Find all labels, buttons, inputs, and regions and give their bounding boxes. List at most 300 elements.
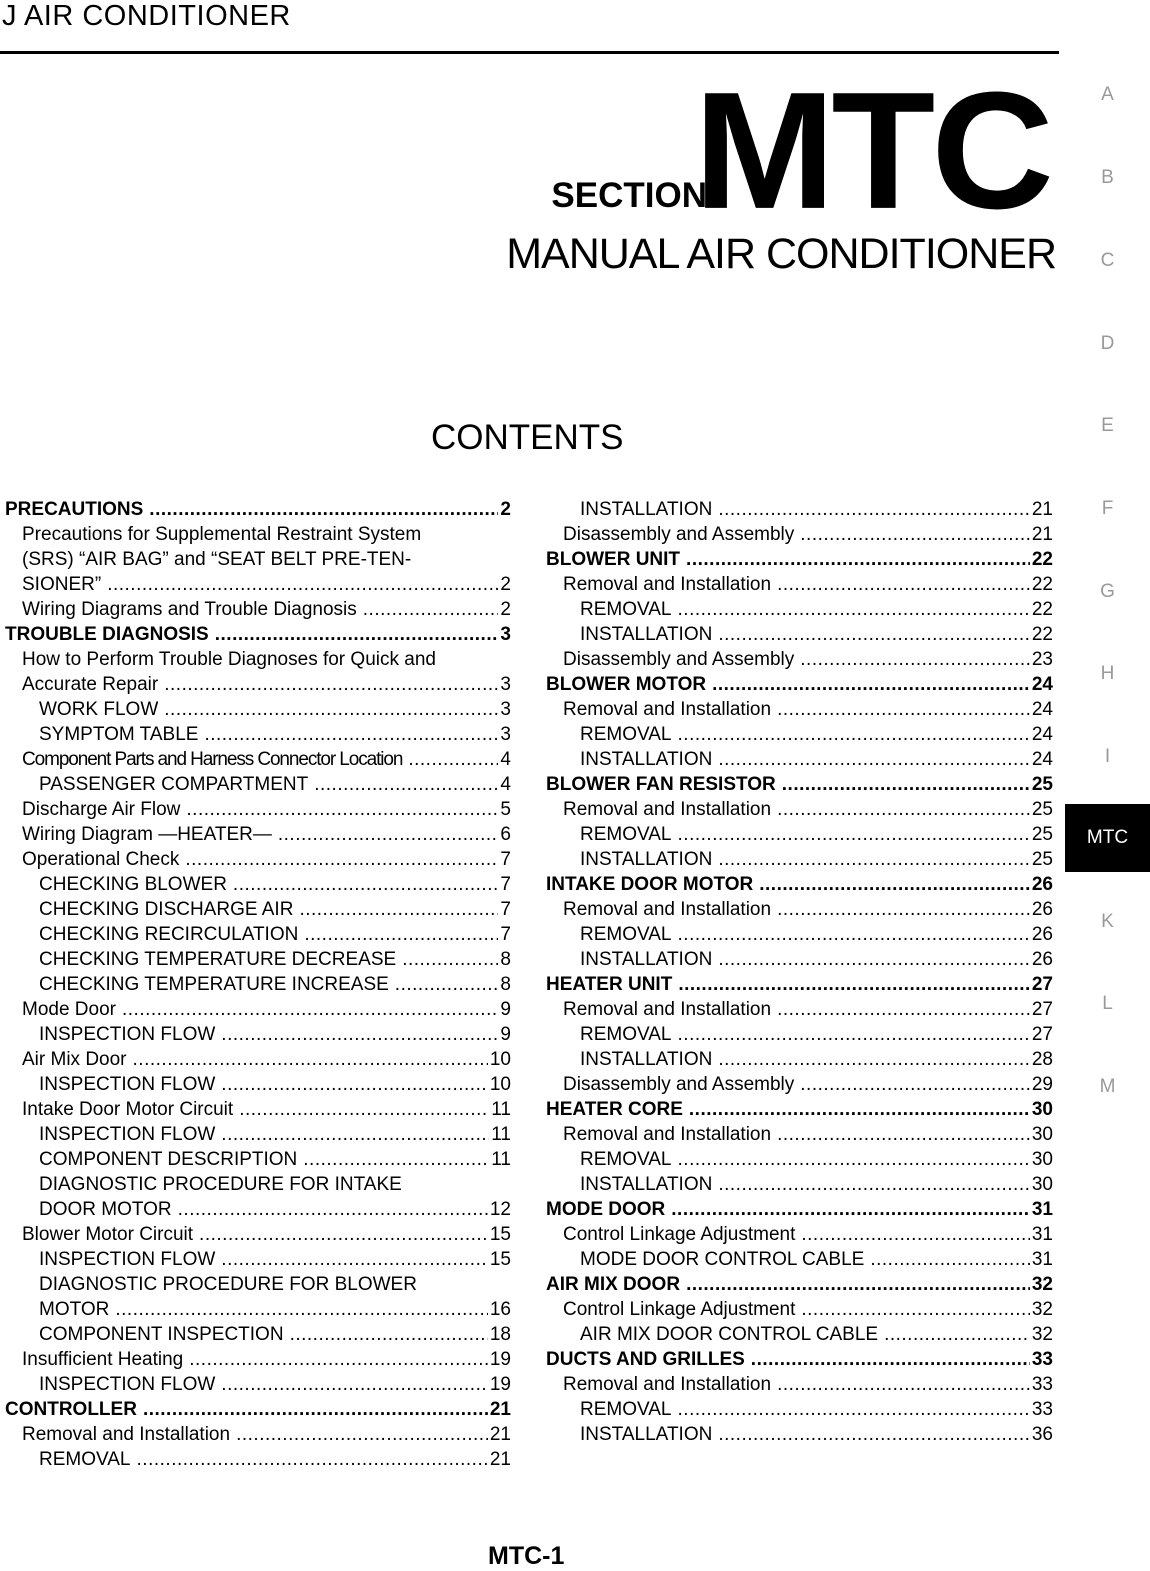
toc-entry[interactable]	[546, 1172, 1053, 1197]
toc-entry-title: CHECKING RECIRCULATION	[39, 924, 299, 945]
toc-leader-dots	[304, 922, 498, 947]
toc-leader-dots	[718, 1047, 1030, 1072]
toc-page-number: 19	[489, 1374, 511, 1395]
toc-leader-dots	[122, 997, 498, 1022]
toc-page-number: 3	[500, 724, 511, 745]
toc-leader-dots	[186, 797, 498, 822]
toc-page-number: 22	[1031, 624, 1053, 645]
toc-entry-title: Disassembly and Assembly	[563, 649, 795, 670]
toc-entry[interactable]	[546, 622, 1053, 647]
toc-page-number: 30	[1031, 1124, 1053, 1145]
toc-leader-dots	[233, 872, 499, 897]
toc-entry[interactable]	[546, 922, 1053, 947]
toc-entry[interactable]	[546, 822, 1053, 847]
section-name: MANUAL AIR CONDITIONER	[506, 230, 1056, 278]
toc-leader-dots	[678, 722, 1030, 747]
toc-entry-title: INSTALLATION	[580, 949, 713, 970]
toc-page-number: 22	[1031, 549, 1053, 570]
toc-entry[interactable]	[5, 1072, 511, 1097]
toc-page-number: 3	[500, 624, 511, 645]
toc-entry[interactable]	[546, 597, 1053, 622]
toc-entry-title: CHECKING DISCHARGE AIR	[39, 899, 294, 920]
toc-leader-dots	[164, 697, 498, 722]
toc-page-number: 18	[489, 1324, 511, 1345]
toc-entry[interactable]	[546, 697, 1053, 722]
toc-entry-title: Operational Check	[22, 849, 180, 870]
toc-entry[interactable]	[5, 722, 511, 747]
toc-page-number: 25	[1031, 774, 1053, 795]
toc-page-number: 10	[489, 1049, 511, 1070]
toc-page-number: 26	[1031, 949, 1053, 970]
toc-leader-dots	[801, 1297, 1029, 1322]
toc-entry-title: Accurate Repair	[22, 674, 159, 695]
toc-page-number: 19	[489, 1349, 511, 1370]
toc-leader-dots	[777, 1372, 1030, 1397]
toc-page-number: 21	[489, 1449, 511, 1470]
toc-entry-title: HEATER UNIT	[546, 974, 673, 995]
toc-entry[interactable]	[546, 772, 1053, 797]
toc-entry[interactable]	[546, 1272, 1053, 1297]
toc-entry-text-line: DIAGNOSTIC PROCEDURE FOR BLOWER	[39, 1274, 417, 1295]
toc-entry[interactable]	[5, 1372, 511, 1397]
toc-entry[interactable]	[546, 947, 1053, 972]
toc-left-column	[5, 497, 511, 1472]
side-tab-a[interactable]: A	[1101, 84, 1114, 105]
toc-entry[interactable]	[5, 897, 511, 922]
toc-entry-title: INSPECTION FLOW	[39, 1124, 216, 1145]
toc-entry-title: Removal and Installation	[563, 799, 772, 820]
toc-leader-dots	[149, 497, 498, 522]
toc-entry-title: Disassembly and Assembly	[563, 1074, 795, 1095]
toc-entry[interactable]	[5, 1222, 511, 1247]
toc-entry-title: CHECKING BLOWER	[39, 874, 227, 895]
toc-entry-title: REMOVAL	[580, 1024, 672, 1045]
toc-entry-text-line: (SRS) “AIR BAG” and “SEAT BELT PRE-TEN-	[22, 549, 412, 570]
toc-leader-dots	[363, 597, 499, 622]
toc-page-number: 30	[1031, 1099, 1053, 1120]
toc-page-number: 36	[1031, 1424, 1053, 1445]
toc-page-number: 31	[1031, 1224, 1053, 1245]
toc-leader-dots	[678, 1147, 1030, 1172]
toc-leader-dots	[718, 747, 1030, 772]
toc-entry[interactable]	[546, 1422, 1053, 1447]
toc-leader-dots	[678, 822, 1030, 847]
toc-leader-dots	[290, 1322, 488, 1347]
toc-entry-title: Component Parts and Harness Connector Location	[22, 749, 403, 770]
toc-entry[interactable]	[5, 822, 511, 847]
toc-entry[interactable]	[546, 1397, 1053, 1422]
toc-page-number: 21	[1031, 499, 1053, 520]
toc-entry-title: Mode Door	[22, 999, 116, 1020]
toc-entry-title: SYMPTOM TABLE	[39, 724, 199, 745]
toc-entry-title: MOTOR	[39, 1299, 110, 1320]
toc-leader-dots	[143, 1397, 488, 1422]
toc-leader-dots	[712, 672, 1030, 697]
toc-leader-dots	[204, 722, 498, 747]
toc-entry-text-line: How to Perform Trouble Diagnoses for Quick and	[22, 649, 436, 670]
toc-page-number: 27	[1031, 974, 1053, 995]
toc-entry[interactable]	[5, 1047, 511, 1072]
toc-leader-dots	[199, 1222, 488, 1247]
toc-entry[interactable]	[546, 1372, 1053, 1397]
toc-page-number: 32	[1031, 1324, 1053, 1345]
toc-page-number: 24	[1031, 699, 1053, 720]
toc-leader-dots	[314, 772, 498, 797]
toc-page-number: 12	[489, 1199, 511, 1220]
toc-page-number: 4	[500, 774, 511, 795]
toc-entry[interactable]	[546, 1147, 1053, 1172]
toc-entry[interactable]	[5, 947, 511, 972]
toc-entry-title: Insufficient Heating	[22, 1349, 184, 1370]
side-tab-l[interactable]: L	[1102, 993, 1113, 1014]
toc-entry[interactable]	[5, 1397, 511, 1422]
toc-entry[interactable]	[546, 722, 1053, 747]
toc-page-number: 2	[500, 499, 511, 520]
toc-leader-dots	[777, 572, 1030, 597]
toc-entry[interactable]	[5, 1022, 511, 1047]
toc-page-number: 21	[489, 1399, 511, 1420]
toc-page-number: 7	[500, 899, 511, 920]
toc-page-number: 30	[1031, 1149, 1053, 1170]
toc-entry[interactable]	[5, 1422, 511, 1447]
toc-leader-dots	[718, 1172, 1030, 1197]
toc-entry[interactable]	[5, 647, 511, 697]
toc-page-number: 31	[1031, 1249, 1053, 1270]
toc-page-number: 21	[1031, 524, 1053, 545]
header-rule	[0, 51, 1059, 54]
toc-entry-title: BLOWER UNIT	[546, 549, 681, 570]
toc-entry-title: PASSENGER COMPARTMENT	[39, 774, 309, 795]
toc-leader-dots	[751, 1347, 1030, 1372]
toc-entry[interactable]	[5, 1147, 511, 1172]
toc-page-number: 24	[1031, 674, 1053, 695]
toc-page-number: 3	[500, 699, 511, 720]
toc-leader-dots	[718, 622, 1030, 647]
toc-entry[interactable]	[546, 872, 1053, 897]
toc-leader-dots	[395, 972, 499, 997]
toc-page-number: 32	[1031, 1299, 1053, 1320]
toc-leader-dots	[801, 1222, 1029, 1247]
toc-leader-dots	[718, 947, 1030, 972]
toc-leader-dots	[777, 897, 1030, 922]
toc-page-number: 22	[1031, 574, 1053, 595]
toc-entry[interactable]	[5, 747, 511, 772]
toc-leader-dots	[777, 797, 1030, 822]
toc-entry-title: Disassembly and Assembly	[563, 524, 795, 545]
toc-entry[interactable]	[546, 1022, 1053, 1047]
toc-entry-title: AIR MIX DOOR CONTROL CABLE	[580, 1324, 879, 1345]
toc-leader-dots	[777, 997, 1030, 1022]
toc-entry[interactable]	[546, 747, 1053, 772]
toc-page-number: 7	[500, 924, 511, 945]
toc-entry-title: AIR MIX DOOR	[546, 1274, 681, 1295]
toc-page-number: 8	[500, 974, 511, 995]
toc-entry[interactable]	[546, 1122, 1053, 1147]
side-tab-g[interactable]: G	[1100, 581, 1115, 602]
toc-entry[interactable]	[5, 847, 511, 872]
toc-entry-title: CONTROLLER	[5, 1399, 137, 1420]
side-tab-m[interactable]: M	[1099, 1076, 1116, 1097]
toc-entry[interactable]	[5, 922, 511, 947]
toc-entry-title: Discharge Air Flow	[22, 799, 181, 820]
toc-page-number: 31	[1031, 1199, 1053, 1220]
toc-entry-title: HEATER CORE	[546, 1099, 683, 1120]
toc-page-number: 25	[1031, 824, 1053, 845]
side-tab-e[interactable]: E	[1101, 415, 1114, 436]
toc-entry-title: SIONER”	[22, 574, 102, 595]
toc-entry-text-line: DIAGNOSTIC PROCEDURE FOR INTAKE	[39, 1174, 402, 1195]
toc-page-number: 2	[500, 599, 511, 620]
toc-page-number: 15	[489, 1224, 511, 1245]
side-tab-d[interactable]: D	[1100, 333, 1115, 354]
toc-page-number: 4	[500, 749, 511, 770]
toc-entry-title: Control Linkage Adjustment	[563, 1224, 796, 1245]
toc-page-number: 7	[500, 874, 511, 895]
toc-entry-title: REMOVAL	[39, 1449, 131, 1470]
toc-entry-title: Removal and Installation	[563, 899, 772, 920]
toc-page-number: 28	[1031, 1049, 1053, 1070]
toc-entry-title: TROUBLE DIAGNOSIS	[5, 624, 209, 645]
toc-entry-title: CHECKING TEMPERATURE INCREASE	[39, 974, 389, 995]
toc-leader-dots	[107, 572, 498, 597]
toc-leader-dots	[299, 897, 498, 922]
toc-page-number: 8	[500, 949, 511, 970]
toc-entry-title: REMOVAL	[580, 924, 672, 945]
toc-entry-title: INTAKE DOOR MOTOR	[546, 874, 754, 895]
toc-entry-title: INSTALLATION	[580, 1424, 713, 1445]
toc-entry-title: Removal and Installation	[563, 699, 772, 720]
toc-entry[interactable]	[5, 872, 511, 897]
toc-entry[interactable]	[546, 647, 1053, 672]
toc-entry[interactable]	[5, 1097, 511, 1122]
toc-entry[interactable]	[5, 1322, 511, 1347]
toc-entry-title: Intake Door Motor Circuit	[22, 1099, 234, 1120]
toc-leader-dots	[115, 1297, 487, 1322]
toc-leader-dots	[236, 1422, 488, 1447]
toc-leader-dots	[215, 622, 499, 647]
toc-entry-title: Blower Motor Circuit	[22, 1224, 194, 1245]
header-title: J AIR CONDITIONER	[2, 0, 291, 32]
toc-page-number: 2	[500, 574, 511, 595]
toc-entry-title: INSPECTION FLOW	[39, 1074, 216, 1095]
toc-page-number: 6	[500, 824, 511, 845]
toc-entry[interactable]	[5, 622, 511, 647]
toc-leader-dots	[178, 1197, 488, 1222]
toc-page-number: 24	[1031, 724, 1053, 745]
section-code: MTC	[693, 57, 1050, 245]
toc-entry-title: MODE DOOR	[546, 1199, 666, 1220]
toc-page-number: 25	[1031, 849, 1053, 870]
side-tab-c[interactable]: C	[1100, 250, 1115, 271]
toc-leader-dots	[133, 1047, 488, 1072]
toc-leader-dots	[678, 597, 1030, 622]
toc-page-number: 26	[1031, 924, 1053, 945]
toc-entry-title: INSTALLATION	[580, 499, 713, 520]
toc-entry-title: Air Mix Door	[22, 1049, 127, 1070]
toc-entry[interactable]	[546, 997, 1053, 1022]
toc-leader-dots	[221, 1372, 488, 1397]
toc-entry[interactable]	[546, 547, 1053, 572]
toc-entry[interactable]	[5, 772, 511, 797]
toc-entry-title: DOOR MOTOR	[39, 1199, 172, 1220]
toc-page-number: 11	[491, 1149, 511, 1170]
toc-entry[interactable]	[546, 847, 1053, 872]
toc-leader-dots	[800, 522, 1030, 547]
toc-page-number: 24	[1031, 749, 1053, 770]
toc-entry[interactable]	[546, 1322, 1053, 1347]
toc-entry[interactable]	[546, 972, 1053, 997]
toc-leader-dots	[185, 847, 498, 872]
toc-page-number: 27	[1031, 999, 1053, 1020]
side-tab-f[interactable]: F	[1101, 498, 1114, 519]
toc-leader-dots	[870, 1247, 1030, 1272]
toc-page-number: 3	[500, 674, 511, 695]
toc-leader-dots	[678, 972, 1030, 997]
toc-entry-title: BLOWER MOTOR	[546, 674, 707, 695]
toc-leader-dots	[718, 497, 1030, 522]
toc-entry-title: Wiring Diagram —HEATER—	[22, 824, 272, 845]
toc-entry[interactable]	[5, 1272, 511, 1322]
toc-leader-dots	[777, 1122, 1030, 1147]
toc-entry[interactable]	[5, 522, 511, 597]
toc-page-number: 33	[1031, 1399, 1053, 1420]
toc-entry[interactable]	[5, 597, 511, 622]
toc-entry-title: MODE DOOR CONTROL CABLE	[580, 1249, 865, 1270]
toc-entry-title: COMPONENT DESCRIPTION	[39, 1149, 298, 1170]
toc-leader-dots	[777, 697, 1030, 722]
toc-entry-text-line: Precautions for Supplemental Restraint System	[22, 524, 422, 545]
toc-entry-title: Wiring Diagrams and Trouble Diagnosis	[22, 599, 357, 620]
toc-entry[interactable]	[546, 1047, 1053, 1072]
toc-entry-title: REMOVAL	[580, 1399, 672, 1420]
toc-page-number: 26	[1031, 874, 1053, 895]
contents-title: CONTENTS	[431, 418, 624, 457]
toc-leader-dots	[671, 1197, 1030, 1222]
toc-entry-title: Control Linkage Adjustment	[563, 1299, 796, 1320]
toc-entry-title: PRECAUTIONS	[5, 499, 144, 520]
toc-entry-title: Removal and Installation	[563, 574, 772, 595]
toc-leader-dots	[221, 1122, 489, 1147]
toc-entry-title: DUCTS AND GRILLES	[546, 1349, 745, 1370]
toc-page-number: 23	[1031, 649, 1053, 670]
toc-entry[interactable]	[546, 1072, 1053, 1097]
toc-leader-dots	[759, 872, 1030, 897]
toc-entry[interactable]	[5, 697, 511, 722]
toc-page-number: 11	[491, 1124, 511, 1145]
page-number: MTC-1	[488, 1542, 565, 1570]
toc-leader-dots	[800, 1072, 1030, 1097]
toc-leader-dots	[678, 1397, 1030, 1422]
toc-entry-title: Removal and Installation	[563, 999, 772, 1020]
toc-page-number: 30	[1031, 1174, 1053, 1195]
toc-entry[interactable]	[546, 1347, 1053, 1372]
toc-leader-dots	[221, 1247, 488, 1272]
toc-entry[interactable]	[5, 1247, 511, 1272]
toc-entry[interactable]	[546, 522, 1053, 547]
toc-leader-dots	[884, 1322, 1030, 1347]
toc-entry-title: INSTALLATION	[580, 1174, 713, 1195]
toc-entry-title: INSPECTION FLOW	[39, 1249, 216, 1270]
toc-right-column	[546, 497, 1053, 1447]
toc-entry[interactable]	[5, 1447, 511, 1472]
side-tab-i[interactable]: I	[1104, 746, 1111, 767]
toc-entry-title: Removal and Installation	[563, 1374, 772, 1395]
toc-leader-dots	[189, 1347, 488, 1372]
toc-entry[interactable]	[546, 497, 1053, 522]
toc-entry[interactable]	[5, 972, 511, 997]
toc-entry[interactable]	[546, 1197, 1053, 1222]
toc-entry-title: REMOVAL	[580, 824, 672, 845]
toc-entry-title: Removal and Installation	[22, 1424, 231, 1445]
toc-leader-dots	[402, 947, 498, 972]
toc-leader-dots	[164, 672, 498, 697]
toc-entry-title: REMOVAL	[580, 599, 672, 620]
toc-entry-title: Removal and Installation	[563, 1124, 772, 1145]
toc-entry[interactable]	[546, 672, 1053, 697]
toc-entry[interactable]	[5, 1347, 511, 1372]
toc-page-number: 22	[1031, 599, 1053, 620]
side-tab-b[interactable]: B	[1101, 167, 1114, 188]
toc-leader-dots	[137, 1447, 488, 1472]
toc-entry[interactable]	[5, 997, 511, 1022]
toc-entry-title: REMOVAL	[580, 724, 672, 745]
toc-entry[interactable]	[546, 897, 1053, 922]
toc-entry-title: CHECKING TEMPERATURE DECREASE	[39, 949, 397, 970]
toc-page-number: 29	[1031, 1074, 1053, 1095]
toc-entry[interactable]	[5, 1172, 511, 1222]
toc-entry[interactable]	[546, 572, 1053, 597]
toc-entry[interactable]	[546, 1097, 1053, 1122]
toc-leader-dots	[678, 1022, 1030, 1047]
toc-leader-dots	[686, 547, 1030, 572]
toc-leader-dots	[678, 922, 1030, 947]
section-word: SECTION	[551, 176, 707, 215]
toc-entry-title: INSTALLATION	[580, 624, 713, 645]
toc-leader-dots	[718, 847, 1030, 872]
toc-entry[interactable]	[5, 497, 511, 522]
toc-entry-title: COMPONENT INSPECTION	[39, 1324, 284, 1345]
toc-page-number: 5	[500, 799, 511, 820]
toc-page-number: 16	[489, 1299, 511, 1320]
toc-entry[interactable]	[546, 1247, 1053, 1272]
toc-entry[interactable]	[546, 797, 1053, 822]
toc-entry-title: BLOWER FAN RESISTOR	[546, 774, 776, 795]
toc-entry-title: INSTALLATION	[580, 749, 713, 770]
toc-page-number: 9	[500, 999, 511, 1020]
toc-page-number: 21	[489, 1424, 511, 1445]
toc-page-number: 25	[1031, 799, 1053, 820]
toc-entry-title: INSPECTION FLOW	[39, 1024, 216, 1045]
toc-entry-title: INSTALLATION	[580, 849, 713, 870]
toc-entry[interactable]	[546, 1222, 1053, 1247]
toc-page-number: 15	[489, 1249, 511, 1270]
side-tab-mtc[interactable]: MTC	[1065, 804, 1150, 872]
toc-leader-dots	[239, 1097, 489, 1122]
toc-entry-title: REMOVAL	[580, 1149, 672, 1170]
toc-entry[interactable]	[546, 1297, 1053, 1322]
toc-page-number: 26	[1031, 899, 1053, 920]
toc-leader-dots	[221, 1072, 488, 1097]
toc-page-number: 7	[500, 849, 511, 870]
side-tab-k[interactable]: K	[1101, 911, 1114, 932]
side-tab-h[interactable]: H	[1100, 663, 1115, 684]
toc-leader-dots	[221, 1022, 498, 1047]
toc-page-number: 33	[1031, 1374, 1053, 1395]
toc-entry[interactable]	[5, 1122, 511, 1147]
toc-leader-dots	[800, 647, 1030, 672]
toc-entry[interactable]	[5, 797, 511, 822]
toc-page-number: 32	[1031, 1274, 1053, 1295]
